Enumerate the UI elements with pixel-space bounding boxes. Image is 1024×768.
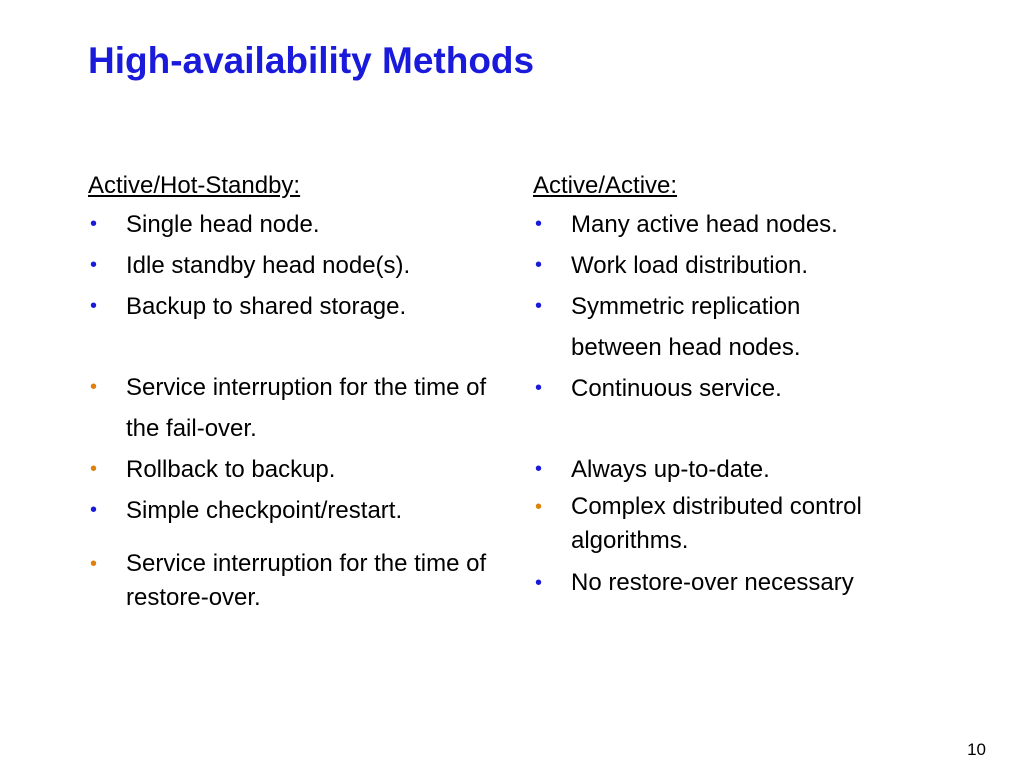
bullet-icon: • [535, 458, 543, 480]
bullet-icon: • [90, 213, 98, 235]
list-item [533, 204, 973, 245]
bullet-icon: • [535, 496, 543, 518]
bullet-icon: • [90, 499, 98, 521]
list-item-text: Simple checkpoint/restart. [126, 497, 403, 524]
list-item [533, 286, 891, 368]
left-bullet-list-2 [88, 367, 508, 531]
bullet-icon: • [90, 458, 98, 480]
list-item [533, 368, 973, 409]
list-item-text: Work load distribution. [571, 252, 808, 279]
list-item-text: Rollback to backup. [126, 456, 336, 483]
bullet-icon: • [535, 295, 543, 317]
list-item-text: Many active head nodes. [571, 211, 838, 238]
bullet-icon: • [535, 254, 543, 276]
left-column-heading: Active/Hot-Standby: [88, 172, 301, 199]
list-item-text: Complex distributed control algorithms. [571, 493, 862, 554]
list-item-text: Symmetric replication between head nodes. [571, 293, 801, 361]
right-column-heading: Active/Active: [533, 172, 678, 199]
slide-title: High-availability Methods [88, 40, 535, 81]
bullet-icon: • [535, 213, 543, 235]
right-bullet-list-2 [533, 449, 973, 604]
list-item [88, 286, 508, 327]
list-item-text: Service interruption for the time of restore-over. [126, 550, 487, 611]
page-number: 10 [967, 740, 986, 759]
list-item-text: Service interruption for the time of the fail-over. [126, 374, 487, 442]
list-item-text: Continuous service. [571, 375, 782, 402]
right-column [533, 168, 973, 604]
right-bullet-list-1 [533, 204, 973, 409]
list-item [533, 245, 973, 286]
list-item [533, 562, 973, 604]
left-bullet-list-1 [88, 204, 508, 327]
list-item [88, 204, 508, 245]
list-item [533, 490, 973, 562]
list-item-text: Always up-to-date. [571, 456, 770, 483]
list-item [88, 449, 508, 490]
list-item [88, 245, 508, 286]
list-item-text: Backup to shared storage. [126, 293, 407, 320]
left-bullet-list-3 [88, 543, 508, 619]
bullet-icon: • [90, 376, 98, 398]
spacer [533, 409, 973, 449]
list-item [88, 367, 508, 449]
spacer [88, 327, 508, 367]
list-item [88, 490, 508, 531]
spacer [88, 531, 508, 543]
bullet-icon: • [90, 295, 98, 317]
list-item [533, 449, 973, 490]
list-item-text: No restore-over necessary [571, 569, 854, 596]
list-item-text: Single head node. [126, 211, 320, 238]
bullet-icon: • [90, 254, 98, 276]
bullet-icon: • [535, 572, 543, 594]
bullet-icon: • [535, 377, 543, 399]
bullet-icon: • [90, 553, 98, 575]
left-column [88, 168, 508, 619]
list-item-text: Idle standby head node(s). [126, 252, 411, 279]
list-item [88, 543, 508, 619]
